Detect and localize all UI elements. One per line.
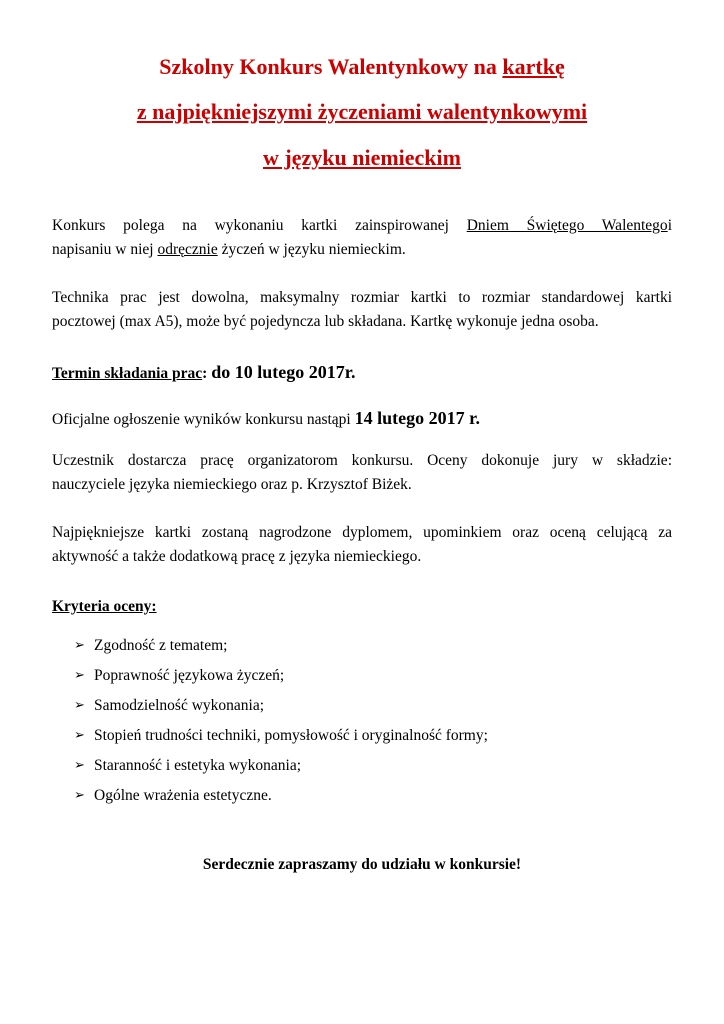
paragraph-4-line-1: Najpiękniejsze kartki zostaną nagrodzone dyplomem, upominkiem oraz oceną celującą za <box>52 524 672 541</box>
announcement-text: Oficjalne ogłoszenie wyników konkursu nastąpi <box>52 411 355 428</box>
criteria-item-text: Poprawność językowa życzeń; <box>94 667 285 684</box>
criteria-item <box>74 691 488 721</box>
paragraph-2-line-1: Technika prac jest dowolna, maksymalny rozmiar kartki to rozmiar standardowej kartki <box>52 289 672 306</box>
paragraph-1-line-2 <box>52 238 672 262</box>
title-line-3: w języku niemieckim <box>263 145 461 170</box>
deadline-separator: : <box>202 365 212 382</box>
paragraph-4-line-2: aktywność a także dodatkową pracę z języka niemieckiego. <box>52 548 422 565</box>
title-line-2: z najpiękniejszymi życzeniami walentynkowymi <box>136 99 588 124</box>
arrow-bullet-icon: ➢ <box>74 698 85 713</box>
criteria-item-text: Staranność i estetyka wykonania; <box>94 757 302 774</box>
criteria-item <box>74 661 488 691</box>
criteria-item-text: Samodzielność wykonania; <box>94 697 265 714</box>
paragraph-1-prefix: Konkurs polega na wykonaniu kartki zainspirowanej <box>52 217 467 234</box>
deadline-line <box>52 360 672 386</box>
criteria-item-text: Zgodność z tematem; <box>94 637 228 654</box>
paragraph-contest-description <box>52 214 672 262</box>
title-line-1-text: Szkolny Konkurs Walentynkowy na <box>159 54 503 79</box>
handwritten-underlined-word: odręcznie <box>157 241 218 258</box>
announcement-date: 14 lutego 2017 r. <box>354 408 480 428</box>
arrow-bullet-icon: ➢ <box>74 758 85 773</box>
arrow-bullet-icon: ➢ <box>74 788 85 803</box>
title-underlined-word: kartkę <box>502 54 565 79</box>
criteria-heading: Kryteria oceny: <box>52 598 157 615</box>
paragraph-technique <box>52 286 672 334</box>
paragraph-3-line-1: Uczestnik dostarcza pracę organizatorom konkursu. Oceny dokonuje jury w składzie: <box>52 452 672 469</box>
title-line-1 <box>0 54 724 80</box>
criteria-item <box>74 631 488 661</box>
deadline-value: do 10 lutego 2017r. <box>211 362 356 382</box>
paragraph-1-line-2-prefix: napisaniu w niej <box>52 241 158 258</box>
announcement-line <box>52 406 672 432</box>
arrow-bullet-icon: ➢ <box>74 638 85 653</box>
paragraph-jury <box>52 449 672 497</box>
paragraph-1-suffix: i <box>667 217 672 234</box>
criteria-item <box>74 721 488 751</box>
paragraph-1-line-2-suffix: życzeń w języku niemieckim. <box>217 241 406 258</box>
arrow-bullet-icon: ➢ <box>74 668 85 683</box>
paragraph-3-line-2: nauczyciele języka niemieckiego oraz p. Krzysztof Biżek. <box>52 476 412 493</box>
deadline-label: Termin składania prac <box>52 365 203 382</box>
criteria-list <box>74 631 488 811</box>
closing-invitation: Serdecznie zapraszamy do udziału w konkursie! <box>202 856 522 873</box>
paragraph-2-line-2: pocztowej (max A5), może być pojedyncza lub składana. Kartkę wykonuje jedna osoba. <box>52 313 599 330</box>
criteria-item <box>74 781 488 811</box>
criteria-item-text: Ogólne wrażenia estetyczne. <box>94 787 272 804</box>
criteria-item-text: Stopień trudności techniki, pomysłowość i oryginalność formy; <box>94 727 488 744</box>
paragraph-prizes <box>52 521 672 569</box>
criteria-item <box>74 751 488 781</box>
paragraph-1-line-1 <box>52 214 672 238</box>
arrow-bullet-icon: ➢ <box>74 728 85 743</box>
valentines-day-link-text: Dniem Świętego Walentego <box>466 217 668 234</box>
